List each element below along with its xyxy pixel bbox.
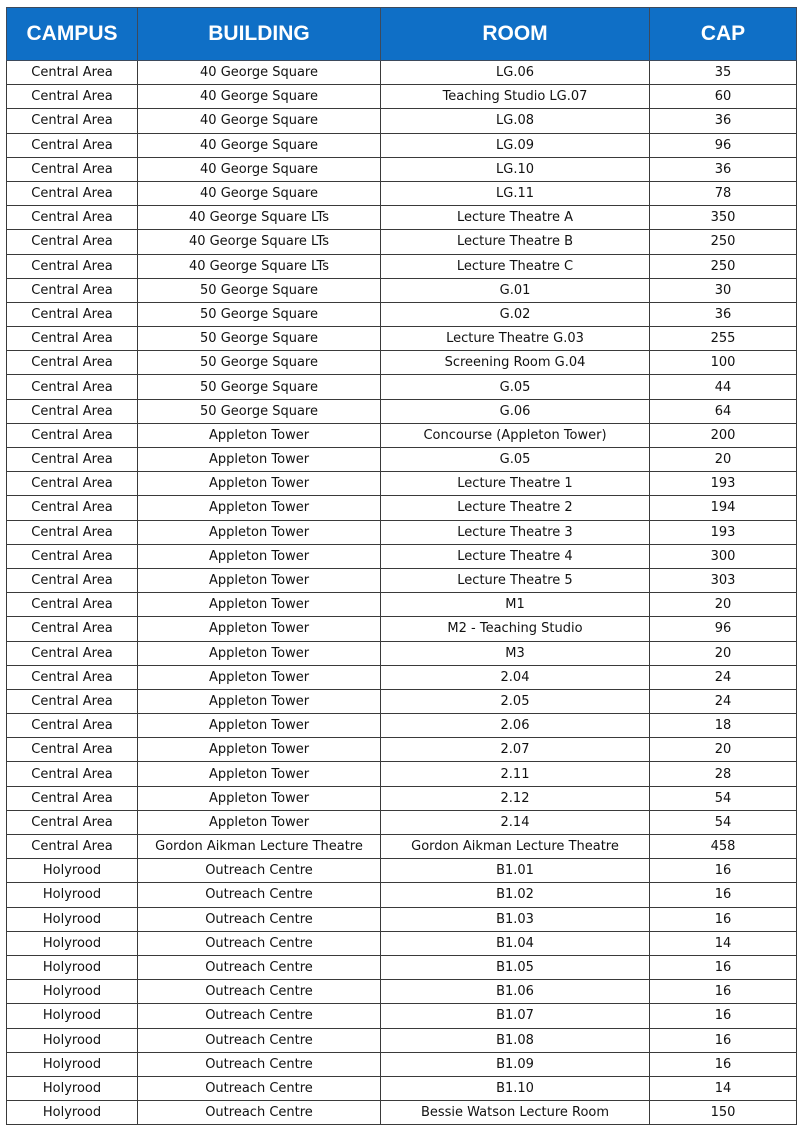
table-row — [7, 931, 797, 955]
cell-campus: Central Area — [7, 568, 138, 592]
cell-building: 40 George Square LTs — [138, 206, 381, 230]
cell-campus: Central Area — [7, 641, 138, 665]
cell-room: B1.06 — [381, 980, 650, 1004]
table-row — [7, 1101, 797, 1125]
cell-building: 40 George Square — [138, 109, 381, 133]
column-header-room: ROOM — [381, 8, 650, 61]
table-row — [7, 157, 797, 181]
cell-cap: 36 — [650, 157, 797, 181]
cell-room: Lecture Theatre 1 — [381, 472, 650, 496]
cell-cap: 150 — [650, 1101, 797, 1125]
table-row — [7, 568, 797, 592]
table-row — [7, 472, 797, 496]
cell-room: 2.07 — [381, 738, 650, 762]
room-capacity-sheet — [6, 7, 796, 1125]
table-row — [7, 1028, 797, 1052]
cell-building: 50 George Square — [138, 375, 381, 399]
table-row — [7, 181, 797, 205]
column-header-campus: CAMPUS — [7, 8, 138, 61]
cell-cap: 16 — [650, 1004, 797, 1028]
cell-cap: 200 — [650, 423, 797, 447]
cell-building: Outreach Centre — [138, 1101, 381, 1125]
cell-campus: Central Area — [7, 206, 138, 230]
table-row — [7, 399, 797, 423]
cell-room: 2.06 — [381, 714, 650, 738]
cell-room: B1.04 — [381, 931, 650, 955]
cell-cap: 30 — [650, 278, 797, 302]
cell-room: Lecture Theatre B — [381, 230, 650, 254]
table-row — [7, 665, 797, 689]
cell-cap: 54 — [650, 810, 797, 834]
table-row — [7, 810, 797, 834]
cell-campus: Holyrood — [7, 1028, 138, 1052]
table-row — [7, 109, 797, 133]
cell-room: Bessie Watson Lecture Room — [381, 1101, 650, 1125]
cell-campus: Central Area — [7, 327, 138, 351]
cell-cap: 54 — [650, 786, 797, 810]
cell-building: Appleton Tower — [138, 738, 381, 762]
cell-building: Outreach Centre — [138, 859, 381, 883]
cell-campus: Holyrood — [7, 1004, 138, 1028]
cell-cap: 255 — [650, 327, 797, 351]
cell-room: 2.14 — [381, 810, 650, 834]
cell-campus: Central Area — [7, 278, 138, 302]
table-row — [7, 351, 797, 375]
header-row — [7, 8, 797, 61]
table-row — [7, 327, 797, 351]
cell-room: Lecture Theatre 3 — [381, 520, 650, 544]
cell-cap: 16 — [650, 907, 797, 931]
cell-campus: Central Area — [7, 85, 138, 109]
cell-building: Gordon Aikman Lecture Theatre — [138, 835, 381, 859]
cell-building: Outreach Centre — [138, 1076, 381, 1100]
cell-cap: 193 — [650, 472, 797, 496]
cell-room: B1.01 — [381, 859, 650, 883]
cell-campus: Central Area — [7, 61, 138, 85]
cell-room: B1.07 — [381, 1004, 650, 1028]
cell-building: Appleton Tower — [138, 423, 381, 447]
cell-room: B1.08 — [381, 1028, 650, 1052]
cell-building: Appleton Tower — [138, 714, 381, 738]
cell-room: Teaching Studio LG.07 — [381, 85, 650, 109]
cell-cap: 20 — [650, 448, 797, 472]
cell-campus: Central Area — [7, 133, 138, 157]
column-header-building: BUILDING — [138, 8, 381, 61]
cell-building: Outreach Centre — [138, 1004, 381, 1028]
cell-cap: 35 — [650, 61, 797, 85]
cell-building: Appleton Tower — [138, 665, 381, 689]
cell-campus: Central Area — [7, 157, 138, 181]
cell-cap: 28 — [650, 762, 797, 786]
cell-room: Lecture Theatre 2 — [381, 496, 650, 520]
table-row — [7, 859, 797, 883]
cell-building: 40 George Square LTs — [138, 254, 381, 278]
cell-room: G.01 — [381, 278, 650, 302]
cell-room: Lecture Theatre G.03 — [381, 327, 650, 351]
cell-building: Appleton Tower — [138, 593, 381, 617]
cell-cap: 16 — [650, 883, 797, 907]
cell-room: Concourse (Appleton Tower) — [381, 423, 650, 447]
cell-campus: Central Area — [7, 399, 138, 423]
table-row — [7, 230, 797, 254]
cell-room: LG.10 — [381, 157, 650, 181]
cell-campus: Central Area — [7, 593, 138, 617]
table-row — [7, 617, 797, 641]
cell-room: Lecture Theatre C — [381, 254, 650, 278]
cell-building: Outreach Centre — [138, 955, 381, 979]
cell-building: Appleton Tower — [138, 786, 381, 810]
cell-building: Outreach Centre — [138, 931, 381, 955]
table-row — [7, 496, 797, 520]
cell-room: LG.09 — [381, 133, 650, 157]
cell-cap: 44 — [650, 375, 797, 399]
cell-building: 50 George Square — [138, 278, 381, 302]
cell-campus: Central Area — [7, 810, 138, 834]
cell-building: Outreach Centre — [138, 883, 381, 907]
table-row — [7, 955, 797, 979]
cell-room: B1.02 — [381, 883, 650, 907]
cell-building: Appleton Tower — [138, 496, 381, 520]
cell-campus: Central Area — [7, 520, 138, 544]
cell-campus: Holyrood — [7, 907, 138, 931]
cell-room: Gordon Aikman Lecture Theatre — [381, 835, 650, 859]
cell-room: Lecture Theatre A — [381, 206, 650, 230]
cell-campus: Central Area — [7, 254, 138, 278]
cell-cap: 193 — [650, 520, 797, 544]
cell-room: G.02 — [381, 302, 650, 326]
cell-building: 50 George Square — [138, 399, 381, 423]
cell-campus: Holyrood — [7, 859, 138, 883]
table-row — [7, 375, 797, 399]
table-row — [7, 544, 797, 568]
table-row — [7, 641, 797, 665]
cell-cap: 64 — [650, 399, 797, 423]
table-row — [7, 980, 797, 1004]
cell-cap: 78 — [650, 181, 797, 205]
table-row — [7, 85, 797, 109]
table-row — [7, 714, 797, 738]
cell-room: Screening Room G.04 — [381, 351, 650, 375]
cell-building: 50 George Square — [138, 302, 381, 326]
cell-cap: 458 — [650, 835, 797, 859]
room-capacity-table — [6, 7, 797, 1125]
cell-room: 2.05 — [381, 689, 650, 713]
cell-cap: 36 — [650, 302, 797, 326]
cell-cap: 16 — [650, 859, 797, 883]
cell-campus: Holyrood — [7, 931, 138, 955]
cell-building: 40 George Square LTs — [138, 230, 381, 254]
table-row — [7, 786, 797, 810]
table-row — [7, 1076, 797, 1100]
cell-cap: 18 — [650, 714, 797, 738]
table-row — [7, 907, 797, 931]
cell-building: Appleton Tower — [138, 472, 381, 496]
cell-campus: Central Area — [7, 762, 138, 786]
cell-campus: Holyrood — [7, 1076, 138, 1100]
cell-room: 2.04 — [381, 665, 650, 689]
cell-campus: Central Area — [7, 496, 138, 520]
cell-building: Appleton Tower — [138, 448, 381, 472]
cell-cap: 20 — [650, 641, 797, 665]
cell-cap: 16 — [650, 955, 797, 979]
cell-campus: Central Area — [7, 423, 138, 447]
cell-cap: 96 — [650, 133, 797, 157]
cell-building: 40 George Square — [138, 61, 381, 85]
cell-room: Lecture Theatre 5 — [381, 568, 650, 592]
cell-cap: 16 — [650, 1052, 797, 1076]
table-body — [7, 61, 797, 1125]
cell-building: 50 George Square — [138, 351, 381, 375]
table-row — [7, 278, 797, 302]
table-header — [7, 8, 797, 61]
cell-cap: 350 — [650, 206, 797, 230]
cell-building: 40 George Square — [138, 85, 381, 109]
cell-building: Outreach Centre — [138, 907, 381, 931]
cell-room: B1.09 — [381, 1052, 650, 1076]
cell-building: Appleton Tower — [138, 641, 381, 665]
table-row — [7, 61, 797, 85]
cell-campus: Central Area — [7, 835, 138, 859]
column-header-cap: CAP — [650, 8, 797, 61]
cell-cap: 14 — [650, 1076, 797, 1100]
cell-room: LG.06 — [381, 61, 650, 85]
cell-room: M3 — [381, 641, 650, 665]
table-row — [7, 254, 797, 278]
cell-campus: Central Area — [7, 617, 138, 641]
cell-room: LG.08 — [381, 109, 650, 133]
cell-campus: Central Area — [7, 738, 138, 762]
table-row — [7, 762, 797, 786]
table-row — [7, 302, 797, 326]
cell-cap: 24 — [650, 665, 797, 689]
cell-building: Appleton Tower — [138, 689, 381, 713]
cell-room: G.05 — [381, 375, 650, 399]
cell-campus: Central Area — [7, 689, 138, 713]
cell-cap: 300 — [650, 544, 797, 568]
cell-campus: Central Area — [7, 302, 138, 326]
cell-room: B1.03 — [381, 907, 650, 931]
cell-building: 40 George Square — [138, 181, 381, 205]
cell-room: B1.05 — [381, 955, 650, 979]
table-row — [7, 1052, 797, 1076]
cell-campus: Central Area — [7, 472, 138, 496]
table-row — [7, 883, 797, 907]
table-row — [7, 738, 797, 762]
cell-campus: Central Area — [7, 544, 138, 568]
cell-campus: Central Area — [7, 351, 138, 375]
cell-building: Appleton Tower — [138, 617, 381, 641]
table-row — [7, 206, 797, 230]
cell-building: Appleton Tower — [138, 568, 381, 592]
cell-campus: Holyrood — [7, 1101, 138, 1125]
cell-building: Appleton Tower — [138, 520, 381, 544]
cell-cap: 100 — [650, 351, 797, 375]
table-row — [7, 520, 797, 544]
cell-room: B1.10 — [381, 1076, 650, 1100]
cell-building: Appleton Tower — [138, 544, 381, 568]
table-row — [7, 1004, 797, 1028]
cell-building: Appleton Tower — [138, 810, 381, 834]
cell-building: Outreach Centre — [138, 1028, 381, 1052]
cell-building: Outreach Centre — [138, 980, 381, 1004]
cell-cap: 20 — [650, 593, 797, 617]
cell-campus: Holyrood — [7, 980, 138, 1004]
cell-cap: 250 — [650, 230, 797, 254]
table-row — [7, 423, 797, 447]
cell-room: G.06 — [381, 399, 650, 423]
cell-building: Outreach Centre — [138, 1052, 381, 1076]
cell-cap: 194 — [650, 496, 797, 520]
cell-room: G.05 — [381, 448, 650, 472]
cell-cap: 16 — [650, 980, 797, 1004]
cell-building: 40 George Square — [138, 133, 381, 157]
cell-campus: Central Area — [7, 181, 138, 205]
table-row — [7, 448, 797, 472]
cell-campus: Holyrood — [7, 883, 138, 907]
cell-cap: 20 — [650, 738, 797, 762]
cell-campus: Central Area — [7, 786, 138, 810]
cell-campus: Central Area — [7, 109, 138, 133]
cell-room: LG.11 — [381, 181, 650, 205]
cell-campus: Holyrood — [7, 955, 138, 979]
cell-room: Lecture Theatre 4 — [381, 544, 650, 568]
table-row — [7, 133, 797, 157]
cell-campus: Central Area — [7, 714, 138, 738]
table-row — [7, 593, 797, 617]
cell-building: 40 George Square — [138, 157, 381, 181]
table-row — [7, 835, 797, 859]
cell-cap: 60 — [650, 85, 797, 109]
cell-cap: 36 — [650, 109, 797, 133]
cell-campus: Central Area — [7, 230, 138, 254]
cell-cap: 250 — [650, 254, 797, 278]
cell-room: 2.11 — [381, 762, 650, 786]
cell-campus: Central Area — [7, 448, 138, 472]
cell-room: 2.12 — [381, 786, 650, 810]
cell-building: Appleton Tower — [138, 762, 381, 786]
cell-cap: 14 — [650, 931, 797, 955]
cell-room: M2 - Teaching Studio — [381, 617, 650, 641]
cell-cap: 303 — [650, 568, 797, 592]
table-row — [7, 689, 797, 713]
cell-room: M1 — [381, 593, 650, 617]
cell-cap: 24 — [650, 689, 797, 713]
cell-cap: 96 — [650, 617, 797, 641]
cell-building: 50 George Square — [138, 327, 381, 351]
cell-campus: Central Area — [7, 375, 138, 399]
cell-campus: Central Area — [7, 665, 138, 689]
cell-campus: Holyrood — [7, 1052, 138, 1076]
cell-cap: 16 — [650, 1028, 797, 1052]
